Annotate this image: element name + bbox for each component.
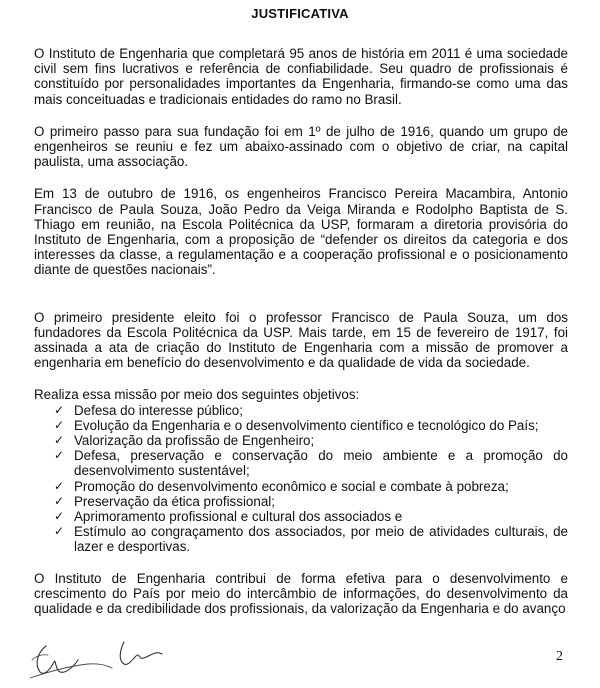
objective-item: ✓ Promoção do desenvolvimento econômico e social e combate à pobreza; <box>54 478 509 494</box>
objective-item: ✓ Estímulo ao congraçamento dos associados, por meio de atividades culturais, de lazer e desportivas. <box>54 524 568 555</box>
checkmark-icon: ✓ <box>54 417 65 432</box>
objectives-intro: Realiza essa missão por meio dos seguintes objetivos: <box>34 387 360 403</box>
paragraph-closing: O Instituto de Engenharia contribui de forma efetiva para o desenvolvimento e crescimento do País por meio do intercâmbio de informações, do desenvolvimento da qualidade e da credibilidade dos profissionais, da valorização da Engenharia e do avanço <box>34 570 568 617</box>
checkmark-icon: ✓ <box>54 402 65 417</box>
objective-item: ✓ Defesa, preservação e conservação do meio ambiente e a promoção do desenvolvimento sustentável; <box>54 448 568 479</box>
paragraph-intro: O Instituto de Engenharia que completará 95 anos de história em 2011 é uma sociedade civil sem fins lucrativos e referência de confiabilidade. Seu quadro de profissionais é constituído por personalidades importantes da Engenharia, firmando-se como uma das mais conceituadas e tradicionais entidades do ramo no Brasil. <box>34 46 568 107</box>
paragraph-directors: Em 13 de outubro de 1916, os engenheiros Francisco Pereira Macambira, Antonio Francisco de Paula Souza, João Pedro da Veiga Miranda e Rodolpho Baptista de S. Thiago em reunião, na Escola Politécnica da USP, formaram a diretoria provisória do Instituto de Engenharia, com a proposição de “defender os direitos da categoria e dos interesses da classe, a regulamentação e a cooperação profissional e o posicionamento diante de questões nacionais”. <box>34 186 568 278</box>
paragraph-foundation: O primeiro passo para sua fundação foi em 1º de julho de 1916, quando um grupo de engenheiros se reuniu e fez um abaixo-assinado com o objetivo de criar, na capital paulista, uma associação. <box>34 123 568 170</box>
objective-item: ✓ Valorização da profissão de Engenheiro; <box>54 433 315 449</box>
handwritten-signature <box>28 626 168 682</box>
objective-item: ✓ Defesa do interesse público; <box>54 402 243 418</box>
checkmark-icon: ✓ <box>54 433 65 448</box>
document-body <box>34 46 568 633</box>
checkmark-icon: ✓ <box>54 524 65 539</box>
checkmark-icon: ✓ <box>54 509 65 524</box>
objective-item: ✓ Evolução da Engenharia e o desenvolvimento científico e tecnológico do País; <box>54 417 539 433</box>
objective-item: ✓ Preservação da ética profissional; <box>54 493 275 509</box>
objective-item: ✓ Aprimoramento profissional e cultural dos associados e <box>54 509 403 525</box>
objectives-list <box>34 403 568 555</box>
document-title: JUSTIFICATIVA <box>251 6 349 21</box>
page-number: 2 <box>556 649 563 664</box>
checkmark-icon: ✓ <box>54 448 65 463</box>
paragraph-first-president: O primeiro presidente eleito foi o professor Francisco de Paula Souza, um dos fundadores da Escola Politécnica da USP. Mais tarde, em 15 de fevereiro de 1917, foi assinada a ata de criação do Instituto de Engenharia com a missão de promover a engenharia em benefício do desenvolvimento e da qualidade de vida da sociedade. <box>34 309 568 371</box>
checkmark-icon: ✓ <box>54 493 65 508</box>
checkmark-icon: ✓ <box>54 478 65 493</box>
